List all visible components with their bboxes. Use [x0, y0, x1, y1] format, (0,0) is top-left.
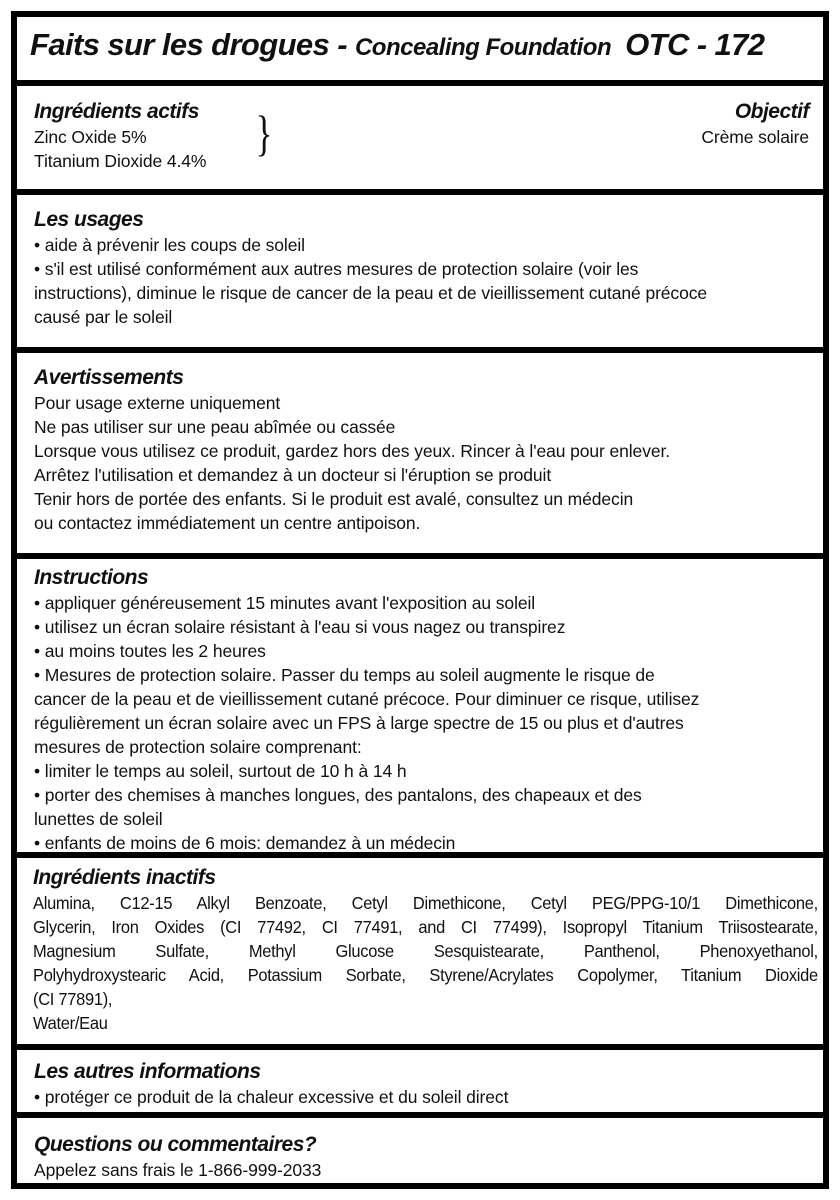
uses-line: causé par le soleil: [34, 307, 173, 327]
inactive-line: Polyhydroxystearic Acid, Potassium Sorbate, Styrene/Acrylates Copolymer, Titanium Dioxide: [33, 965, 818, 985]
uses-line: • aide à prévenir les coups de soleil: [34, 235, 305, 255]
uses-line: instructions), diminue le risque de cancer de la peau et de vieillissement cutané précoce: [34, 283, 708, 303]
inactive-line: Alumina, C12-15 Alkyl Benzoate, Cetyl Dimethicone, Cetyl PEG/PPG-10/1 Dimethicone,: [33, 893, 818, 913]
directions-line: • limiter le temps au soleil, surtout de 10 h à 14 h: [34, 761, 407, 781]
active-ingredients-heading: Ingrédients actifs: [34, 100, 199, 123]
warnings-heading: Avertissements: [34, 366, 184, 389]
directions-line: • au moins toutes les 2 heures: [34, 641, 266, 661]
warnings-line: Arrêtez l'utilisation et demandez à un docteur si l'éruption se produit: [34, 465, 552, 485]
warnings-line: Pour usage externe uniquement: [34, 393, 281, 413]
directions-line: lunettes de soleil: [34, 809, 163, 829]
directions-line: • enfants de moins de 6 mois: demandez à un médecin: [34, 833, 456, 852]
active-ingredients-list: [34, 99, 206, 173]
other-information-line: • protéger ce produit de la chaleur excessive et du soleil direct: [34, 1087, 509, 1107]
uses-heading: Les usages: [34, 208, 144, 231]
product-name: Concealing Foundation: [354, 34, 612, 61]
questions-heading: Questions ou commentaires?: [34, 1133, 317, 1156]
inactive-line: Glycerin, Iron Oxides (CI 77492, CI 77491, and CI 77499), Isopropyl Titanium Triisostearate,: [33, 917, 818, 937]
directions-line: • appliquer généreusement 15 minutes avant l'exposition au soleil: [34, 593, 536, 613]
directions-heading: Instructions: [34, 566, 149, 589]
warnings-panel: [17, 353, 823, 553]
title-panel: [17, 17, 823, 80]
directions-panel: [17, 559, 823, 852]
directions-line: cancer de la peau et de vieillissement cutané précoce. Pour diminuer ce risque, utilisez: [34, 689, 700, 709]
warnings-section: [34, 365, 813, 535]
uses-section: [34, 207, 813, 329]
active-ingredient-item: Zinc Oxide 5%: [34, 127, 147, 147]
directions-line: • Mesures de protection solaire. Passer du temps au soleil augmente le risque de: [34, 665, 655, 685]
inactive-ingredients-text: [33, 891, 818, 1035]
inactive-line: Magnesium Sulfate, Methyl Glucose Sesquistearate, Panthenol, Phenoxyethanol,: [33, 941, 818, 961]
uses-line: • s'il est utilisé conformément aux autres mesures de protection solaire (voir les: [34, 259, 639, 279]
uses-panel: [17, 195, 823, 347]
questions-line: Appelez sans frais le 1-866-999-2033: [34, 1160, 322, 1180]
title-main: Faits sur les drogues -: [30, 27, 355, 62]
inactive-ingredients-heading: Ingrédients inactifs: [33, 866, 216, 889]
active-ingredients-panel: [17, 86, 823, 189]
directions-line: • porter des chemises à manches longues, des pantalons, des chapeaux et des: [34, 785, 642, 805]
active-ingredient-item: Titanium Dioxide 4.4%: [34, 151, 207, 171]
directions-line: mesures de protection solaire comprenant:: [34, 737, 362, 757]
inactive-ingredients-section: [33, 865, 818, 1035]
inactive-line: Water/Eau: [33, 1013, 108, 1033]
other-information-section: [34, 1059, 813, 1109]
directions-line: • utilisez un écran solaire résistant à l'eau si vous nagez ou transpirez: [34, 617, 566, 637]
directions-line: régulièrement un écran solaire avec un FPS à large spectre de 15 ou plus et d'autres: [34, 713, 684, 733]
inactive-ingredients-panel: [17, 858, 823, 1044]
inactive-line: (CI 77891),: [33, 989, 113, 1009]
warnings-line: Ne pas utiliser sur une peau abîmée ou cassée: [34, 417, 396, 437]
purpose-heading: Objectif: [734, 100, 809, 123]
purpose-block: [701, 99, 809, 149]
warnings-line: Lorsque vous utilisez ce produit, gardez hors des yeux. Rincer à l'eau pour enlever.: [34, 441, 670, 461]
warnings-line: ou contactez immédiatement un centre antipoison.: [34, 513, 421, 533]
questions-panel: [17, 1118, 823, 1183]
warnings-line: Tenir hors de portée des enfants. Si le produit est avalé, consultez un médecin: [34, 489, 634, 509]
questions-section: [34, 1132, 813, 1182]
product-code: OTC - 172: [625, 27, 765, 62]
purpose-value: Crème solaire: [701, 127, 809, 147]
other-information-panel: [17, 1050, 823, 1112]
other-information-heading: Les autres informations: [34, 1060, 261, 1083]
brace-glyph: }: [255, 105, 273, 161]
label-title: [30, 27, 764, 63]
drug-facts-label: [11, 11, 829, 1189]
directions-section: [34, 565, 813, 852]
